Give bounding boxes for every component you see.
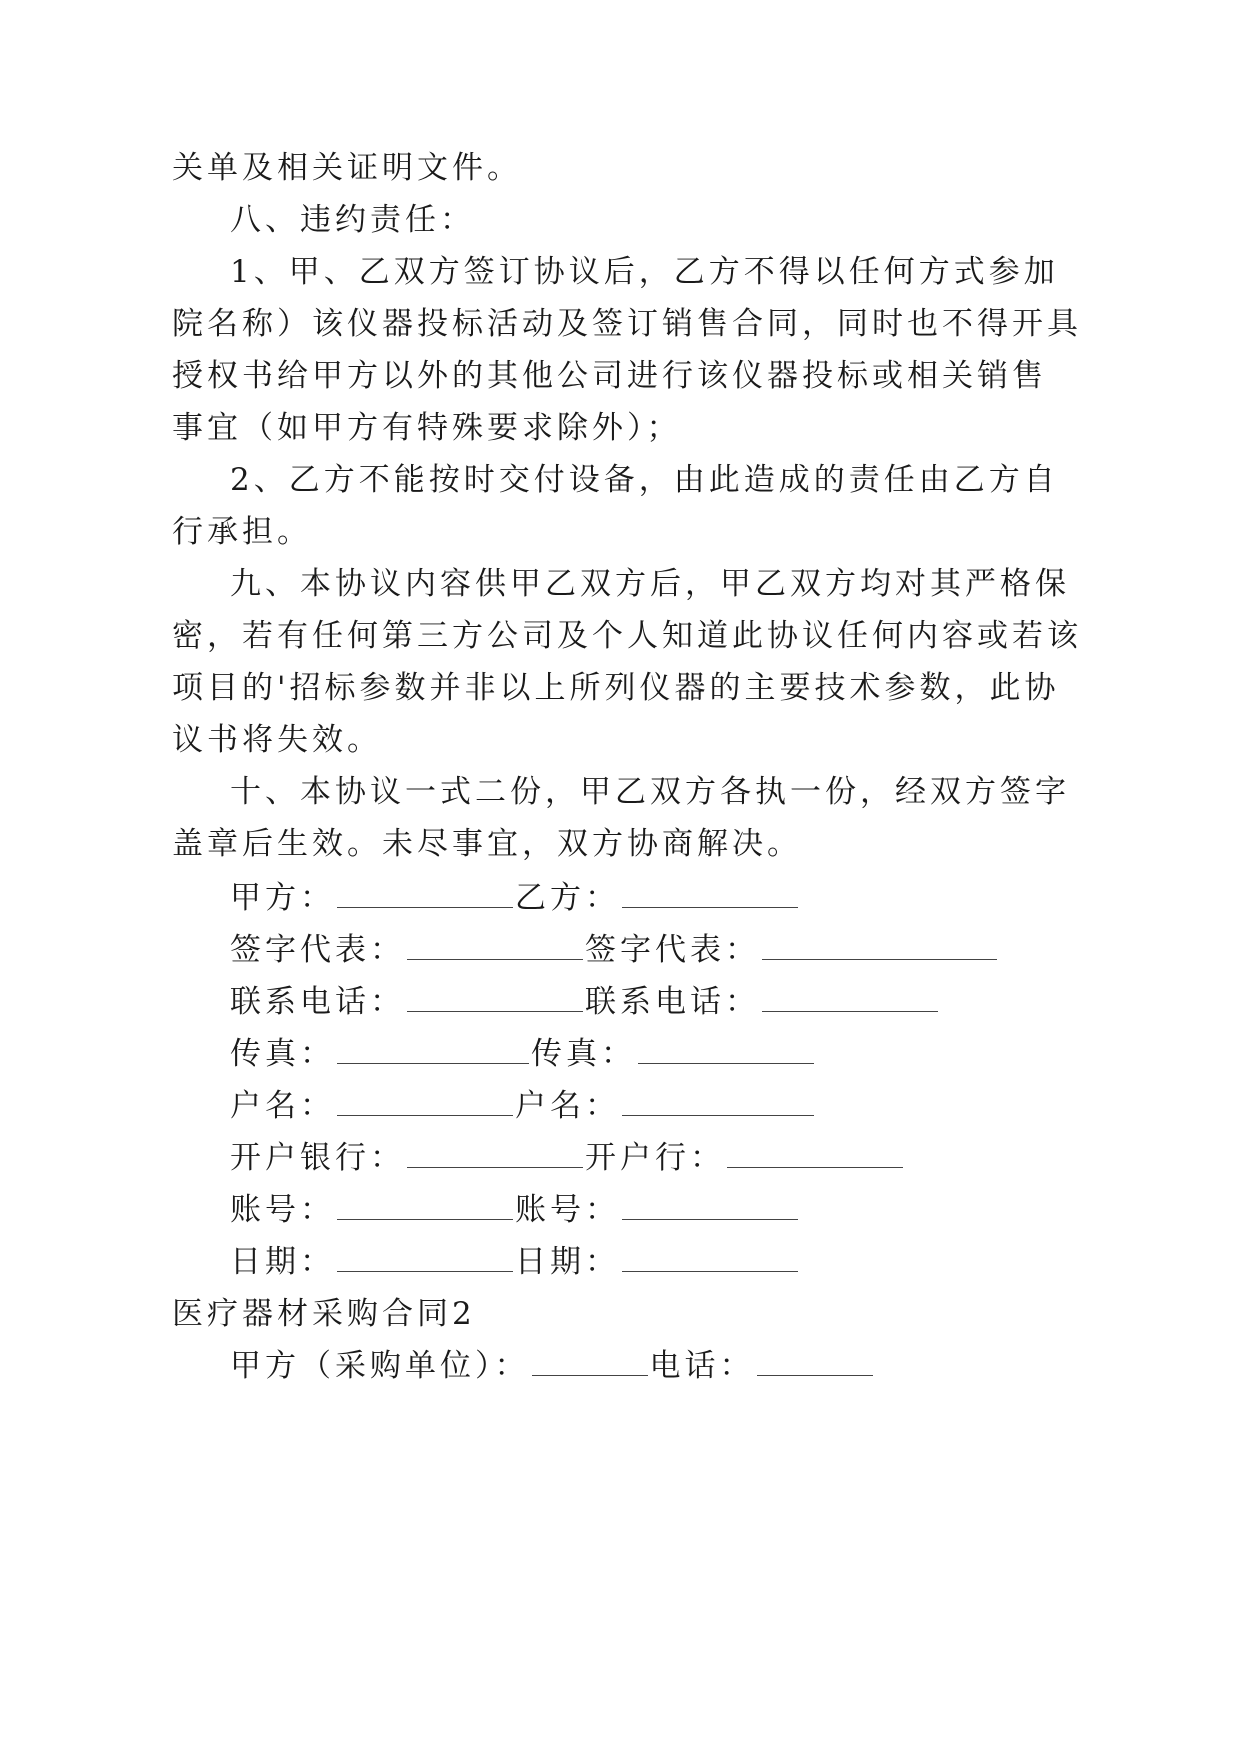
signature-row-representative [230,930,999,970]
paragraph-line: 十、本协议一式二份，甲乙双方各执一份，经双方签字 [230,774,1070,810]
paragraph-line: 2、乙方不能按时交付设备，由此造成的责任由乙方自 [230,462,1059,498]
fill-blank [762,933,997,960]
fill-blank [762,985,938,1012]
paragraph-line: 议书将失效。 [172,722,382,758]
fill-blank [337,881,513,908]
paragraph-line: 事宜（如甲方有特殊要求除外）； [172,410,682,446]
contract-title: 医疗器材采购合同2 [172,1296,476,1332]
field-label: 电话： [649,1348,755,1384]
signature-row-phone [230,982,940,1022]
fill-blank [337,1089,513,1116]
fill-blank [407,933,583,960]
fill-blank [337,1037,529,1064]
fill-blank [407,1141,583,1168]
party-a-line [230,1346,875,1386]
paragraph-line: 盖章后生效。未尽事宜，双方协商解决。 [172,826,802,862]
field-label: 账号： [230,1192,335,1228]
fill-blank [622,1193,798,1220]
paragraph-line: 九、本协议内容供甲乙双方后，甲乙双方均对其严格保 [230,566,1070,602]
fill-blank [532,1349,648,1376]
paragraph-line: 院名称）该仪器投标活动及签订销售合同，同时也不得开具 [172,306,1082,342]
field-label: 签字代表： [230,932,405,968]
paragraph-line: 行承担。 [172,514,312,550]
field-label: 日期： [230,1244,335,1280]
signature-row-account-name [230,1086,816,1126]
field-label: 户名： [230,1088,335,1124]
field-label: 联系电话： [585,984,760,1020]
field-label: 乙方： [515,880,620,916]
signature-row-date [230,1242,800,1282]
field-label: 联系电话： [230,984,405,1020]
fill-blank [757,1349,873,1376]
field-label: 甲方（采购单位）： [230,1348,530,1384]
signature-row-party [230,878,800,918]
fill-blank [622,881,798,908]
field-label: 传真： [531,1036,636,1072]
field-label: 账号： [515,1192,620,1228]
fill-blank [638,1037,814,1064]
paragraph-line: 关单及相关证明文件。 [172,150,522,186]
fill-blank [727,1141,903,1168]
fill-blank [622,1245,798,1272]
fill-blank [622,1089,814,1116]
field-label: 传真： [230,1036,335,1072]
paragraph-line: 项目的'招标参数并非以上所列仪器的主要技术参数，此协 [172,670,1060,706]
section-heading-breach: 八、违约责任： [230,202,475,238]
paragraph-line: 密，若有任何第三方公司及个人知道此协议任何内容或若该 [172,618,1082,654]
paragraph-line: 1、甲、乙双方签订协议后，乙方不得以任何方式参加 [230,254,1059,290]
signature-row-account-number [230,1190,800,1230]
field-label: 日期： [515,1244,620,1280]
paragraph-line: 授权书给甲方以外的其他公司进行该仪器投标或相关销售 [172,358,1047,394]
fill-blank [337,1193,513,1220]
signature-row-fax [230,1034,816,1074]
field-label: 开户银行： [230,1140,405,1176]
field-label: 开户行： [585,1140,725,1176]
field-label: 甲方： [230,880,335,916]
signature-row-bank [230,1138,905,1178]
field-label: 签字代表： [585,932,760,968]
field-label: 户名： [515,1088,620,1124]
fill-blank [337,1245,513,1272]
fill-blank [407,985,583,1012]
